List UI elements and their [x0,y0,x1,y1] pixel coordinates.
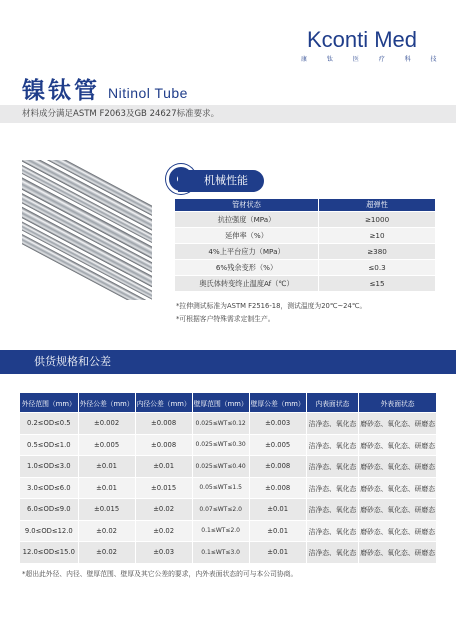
table-cell: 0.1≤WT≤3.0 [192,542,249,564]
table-cell: 洁净态、氧化态 [306,542,359,564]
footer-note: *超出此外径、内径、壁厚范围、壁厚及其它公差的要求，内外表面状态的可与本公司协商。 [22,570,298,578]
table-cell: ±0.01 [249,499,306,521]
spec-section-title: 供货规格和公差 [34,355,111,368]
title-chinese: 镍钛管 [22,78,100,104]
table-cell: ≤15 [319,276,436,292]
table-row [175,260,436,276]
table-cell: ±0.03 [135,542,192,564]
table-row [20,434,437,456]
table-header-cell: 外径范围（mm） [20,393,79,413]
table-cell: 1.0≤OD≤3.0 [20,456,79,478]
table-header-cell: 管材状态 [175,199,319,212]
table-row [175,276,436,292]
table-row [20,413,437,435]
nitinol-tubes-image [22,160,152,300]
table-header-cell: 外径公差（mm） [78,393,135,413]
table-cell: 磨砂态、氧化态、研磨态 [359,413,437,435]
note-line: *拉伸测试标准为ASTM F2516-18，测试温度为20℃~24℃。 [176,302,367,310]
table-cell: 0.1≤WT≤2.0 [192,520,249,542]
table-row [175,212,436,228]
table-header-cell: 外表面状态 [359,393,437,413]
logo-text: Kconti Med [306,27,418,52]
table-cell: 磨砂态、氧化态、研磨态 [359,477,437,499]
table-cell: ±0.003 [249,413,306,435]
table-cell: 9.0≤OD≤12.0 [20,520,79,542]
table-header-cell: 壁厚范围（mm） [192,393,249,413]
table-cell: ≥380 [319,244,436,260]
table-cell: 12.0≤OD≤15.0 [20,542,79,564]
table-cell: 奥氏体转变终止温度Af（℃） [175,276,319,292]
table-cell: 0.5≤OD≤1.0 [20,434,79,456]
table-cell: 洁净态、氧化态 [306,434,359,456]
table-row [175,244,436,260]
table-cell: ≥10 [319,228,436,244]
table-cell: ±0.008 [249,477,306,499]
table-row [20,520,437,542]
table-row [175,228,436,244]
table-cell: 0.05≤WT≤1.5 [192,477,249,499]
table-header-row [20,393,437,413]
table-cell: ±0.02 [135,520,192,542]
table-cell: 洁净态、氧化态 [306,477,359,499]
note-line: *可根据客户特殊需求定制生产。 [176,315,275,323]
table-cell: 0.025≤WT≤0.40 [192,456,249,478]
table-row [20,542,437,564]
table-cell: 0.025≤WT≤0.12 [192,413,249,435]
table-cell: ±0.01 [135,456,192,478]
tube-bundle-illustration [22,160,152,300]
table-cell: 6%残余变形（%） [175,260,319,276]
table-header-cell: 超弹性 [319,199,436,212]
mechanical-section-title: 机械性能 [178,170,264,192]
table-cell: ±0.008 [249,456,306,478]
table-cell: ±0.008 [135,434,192,456]
table-row [20,499,437,521]
title-english: Nitinol Tube [108,85,188,101]
table-cell: ±0.01 [249,542,306,564]
table-cell: ±0.005 [249,434,306,456]
table-cell: 抗拉强度（MPa） [175,212,319,228]
table-cell: 磨砂态、氧化态、研磨态 [359,542,437,564]
table-cell: ±0.01 [78,477,135,499]
page-title [22,72,188,105]
table-cell: 磨砂态、氧化态、研磨态 [359,434,437,456]
table-cell: ±0.015 [135,477,192,499]
table-cell: 延伸率（%） [175,228,319,244]
table-cell: ±0.005 [78,434,135,456]
specifications-table [19,392,437,564]
company-logo [292,27,446,63]
table-cell: ±0.02 [78,520,135,542]
table-cell: ±0.002 [78,413,135,435]
table-cell: 3.0≤OD≤6.0 [20,477,79,499]
table-cell: 磨砂态、氧化态、研磨态 [359,499,437,521]
table-cell: ≤0.3 [319,260,436,276]
table-header-cell: 内径公差（mm） [135,393,192,413]
logo-subtitle: 康 钛 医 疗 科 技 [301,56,446,63]
table-cell: ±0.008 [135,413,192,435]
table-header-cell: 壁厚公差（mm） [249,393,306,413]
table-cell: ±0.02 [135,499,192,521]
table-cell: 0.2≤OD≤0.5 [20,413,79,435]
material-note: 材料成分满足ASTM F2063及GB 24627标准要求。 [0,105,456,123]
table-cell: 0.025≤WT≤0.30 [192,434,249,456]
table-cell: 洁净态、氧化态 [306,413,359,435]
table-header-cell: 内表面状态 [306,393,359,413]
table-cell: 0.07≤WT≤2.0 [192,499,249,521]
table-cell: ±0.01 [249,520,306,542]
table-cell: ±0.01 [78,456,135,478]
table-cell: 磨砂态、氧化态、研磨态 [359,520,437,542]
table-row [20,456,437,478]
table-header-row [175,199,436,212]
table-cell: ±0.02 [78,542,135,564]
table-cell: 洁净态、氧化态 [306,499,359,521]
table-cell: ±0.015 [78,499,135,521]
mechanical-properties-table [174,198,436,292]
table-cell: 4%上平台应力（MPa） [175,244,319,260]
table-row [20,477,437,499]
table-cell: 磨砂态、氧化态、研磨态 [359,456,437,478]
table-cell: 洁净态、氧化态 [306,456,359,478]
table-cell: 洁净态、氧化态 [306,520,359,542]
table-cell: 6.0≤OD≤9.0 [20,499,79,521]
mechanical-notes [176,300,366,326]
table-cell: ≥1000 [319,212,436,228]
